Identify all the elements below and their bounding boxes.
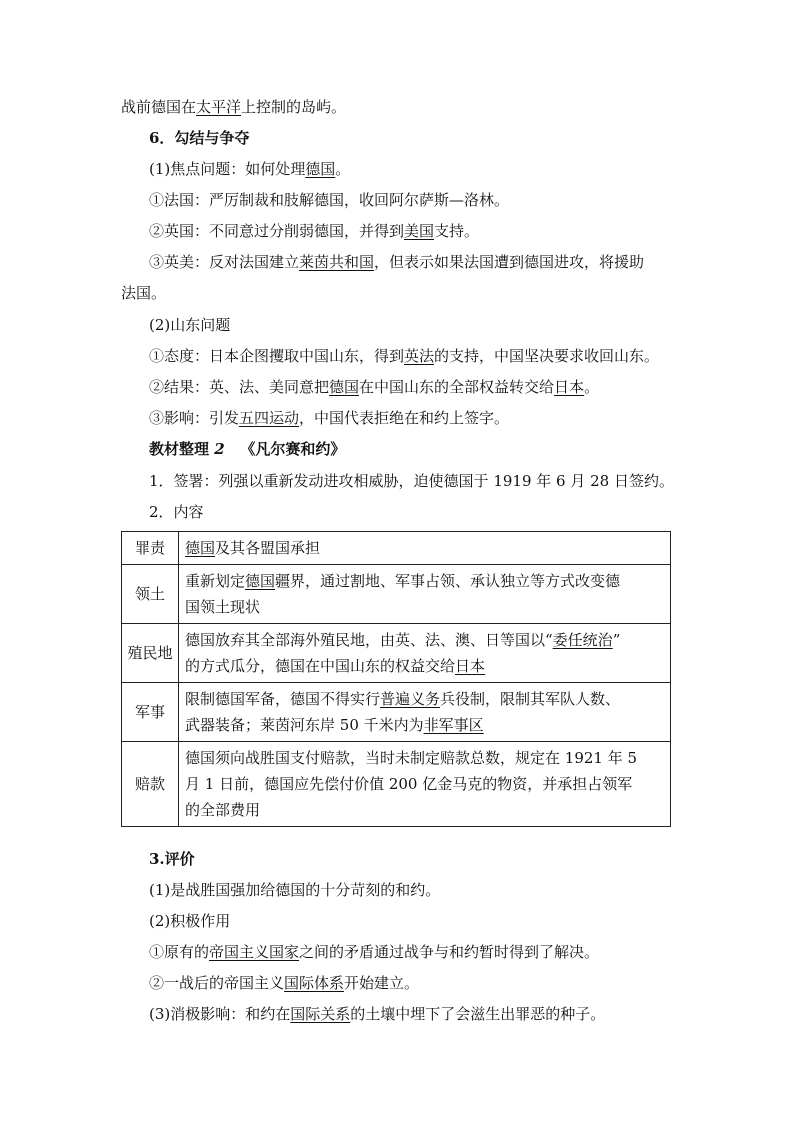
underlined-term: 帝国主义国家 [209,943,300,961]
text-line [149,973,419,993]
text: 的土壤中埋下了会滋生出罪恶的种子。 [350,1005,606,1023]
text: 。 [584,378,600,396]
underlined-term: 委任统治 [552,631,613,649]
section-heading [149,439,345,459]
underlined-term: 莱茵共和国 [299,253,375,271]
text: 国领土现状 [185,598,261,616]
text: ，但表示如果法国遭到德国进攻，将援助 [374,253,645,271]
text: 武器装备；莱茵河东岸 50 千米内为 [185,716,424,734]
row-cell [179,565,671,624]
underlined-term: 普遍义务 [380,690,441,708]
text: 兵役制，限制其军队人数、 [440,690,621,708]
text: 的全部费用 [185,801,261,819]
underlined-term: 德国 [185,539,216,557]
row-header: 军事 [122,683,179,742]
underlined-term: 德国 [245,572,276,590]
underlined-term: 非军事区 [423,716,484,734]
text: 支持。 [434,222,480,240]
text: 开始建立。 [344,974,420,992]
text-line: 2．内容 [149,503,204,521]
text: 及其各盟国承担 [215,539,321,557]
text-line: (2)积极作用 [149,912,231,930]
text-line [149,346,659,366]
text: 月 1 日前，德国应先偿付价值 200 亿金马克的物资，并承担占领军 [185,775,633,793]
text: 的支持，中国坚决要求收回山东。 [434,347,660,365]
heading-number: 2 [214,440,225,458]
row-header: 殖民地 [122,624,179,683]
text: 限制德国军备，德国不得实行 [185,690,381,708]
table-row [122,565,671,624]
text: (3)消极影响：和约在 [149,1005,291,1023]
text-line [149,1004,605,1024]
row-header: 罪责 [122,532,179,565]
text: 在中国山东的全部权益转交给 [359,378,555,396]
row-header: 赔款 [122,742,179,827]
underlined-term: 英法 [404,347,435,365]
section-heading: 6．勾结与争夺 [149,129,250,147]
text-line [149,221,479,241]
text-line: ①法国：严厉制裁和肢解德国，收回阿尔萨斯—洛林。 [149,191,510,209]
underlined-term: 德国 [329,378,360,396]
text: 之间的矛盾通过战争与和约暂时得到了解决。 [299,943,600,961]
text: ，中国代表拒绝在和约上签字。 [299,409,510,427]
text-line [149,377,599,397]
section-heading: 3.评价 [149,850,195,868]
row-cell [179,683,671,742]
text-line: 1．签署：列强以重新发动进攻相威胁，迫使德国于 1919 年 6 月 28 日签约。 [149,472,674,490]
table-row [122,742,671,827]
text: 疆界，通过割地、军事占领、承认独立等方式改变德 [275,572,621,590]
text: 的方式瓜分，德国在中国山东的权益交给 [185,657,456,675]
text: ③英美：反对法国建立 [149,253,300,271]
text-line [149,159,350,179]
text: 重新划定 [185,572,246,590]
text-line: (1)是战胜国强加给德国的十分苛刻的和约。 [149,881,441,899]
text-line [149,252,644,272]
row-cell [179,532,671,565]
text: ②结果：英、法、美同意把 [149,378,330,396]
text: 战前德国在 [121,98,197,116]
text: 德国放弃其全部海外殖民地，由英、法、澳、日等国以“ [185,631,553,649]
underlined-term: 国际体系 [284,974,345,992]
underlined-term: 德国 [305,160,336,178]
text-line: (2)山东问题 [149,316,231,334]
text: ” [612,631,621,649]
text: 。 [335,160,351,178]
table-row [122,683,671,742]
underlined-term: 日本 [455,657,486,675]
underlined-term: 国际关系 [290,1005,351,1023]
underlined-term: 太平洋 [196,98,242,116]
text-line [149,408,509,428]
underlined-term: 日本 [554,378,585,396]
table-row [122,624,671,683]
text-line: 法国。 [121,284,167,302]
text-line [121,97,346,117]
text: ②英国：不同意过分削弱德国，并得到 [149,222,405,240]
heading-title: 《凡尔赛和约》 [240,440,346,458]
text: (1)焦点问题：如何处理 [149,160,306,178]
text: 上控制的岛屿。 [241,98,347,116]
text: ①原有的 [149,943,210,961]
row-cell [179,742,671,827]
text: 德国须向战胜国支付赔款，当时未制定赔款总数，规定在 1921 年 5 [185,749,638,767]
text-line [149,942,599,962]
text: ②一战后的帝国主义 [149,974,285,992]
underlined-term: 美国 [404,222,435,240]
table-row [122,532,671,565]
underlined-term: 五四运动 [239,409,300,427]
row-header: 领土 [122,565,179,624]
text: ③影响：引发 [149,409,240,427]
row-cell [179,624,671,683]
text: ①态度：日本企图攫取中国山东，得到 [149,347,405,365]
treaty-content-table [121,531,671,827]
heading-text: 教材整理 [149,440,210,458]
